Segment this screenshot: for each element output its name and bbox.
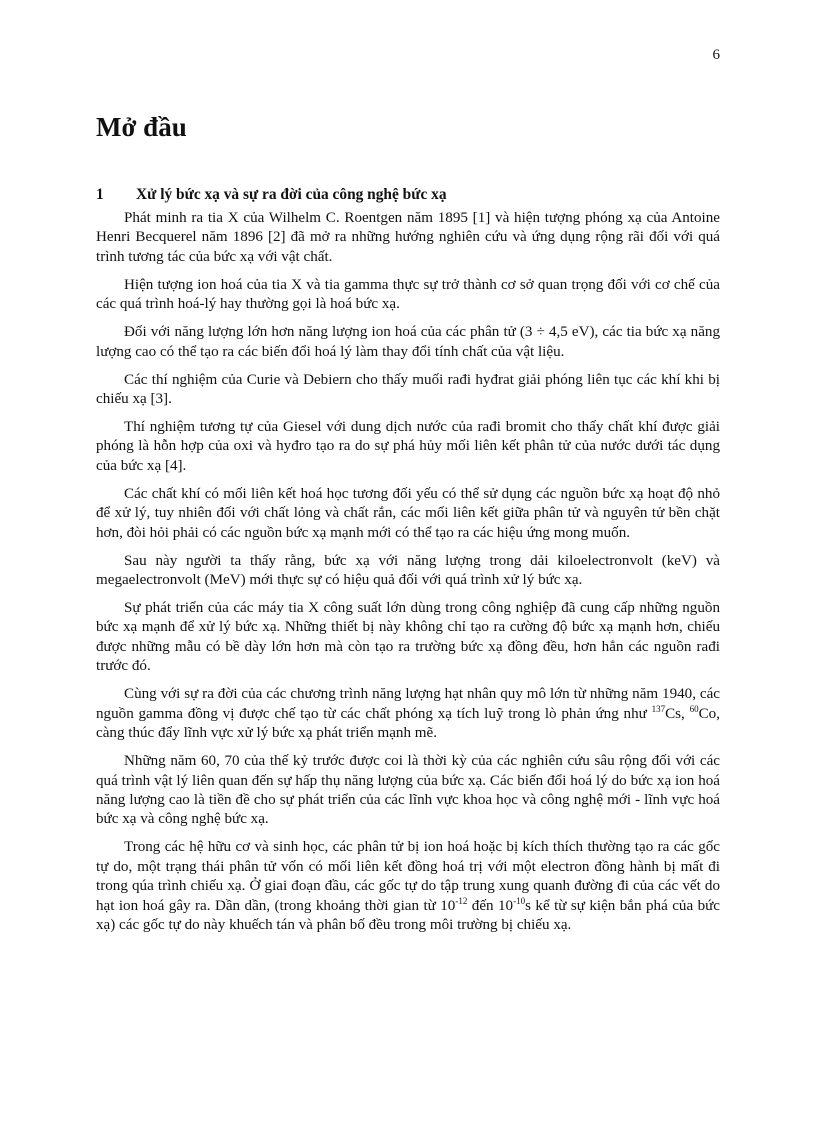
paragraph-6: Các chất khí có mối liên kết hoá học tương đối yếu có thể sử dụng các nguồn bức xạ hoạt độ nhỏ để xử lý, tuy nhiên đối với chất lỏng và chất rắn, các mối liên kết giữa phân tử và nguyên tử bền chặt hơn, đòi hỏi phải có các nguồn bức xạ mạnh mới có thể tạo ra các hiệu ứng mong muốn. (96, 485, 720, 541)
section-title: Xử lý bức xạ và sự ra đời của công nghệ bức xạ (136, 186, 447, 203)
paragraph-11-text-a: Trong các hệ hữu cơ và sinh học, các phân tử bị ion hoá hoặc bị kích thích thường tạo ra các gốc tự do, một trạng thái phân tử vốn có mối liên kết đồng hoá trị với một electron đồng hành bị mất đi trong qúa trình chiếu xạ. Ở giai đoạn đầu, các gốc tự do tập trung xung quanh đường đi của các vết do hạt ion hoá gây ra. Dần dần, (trong khoảng thời gian từ 10 (96, 839, 720, 914)
section-heading (96, 186, 447, 204)
paragraph-7: Sau này người ta thấy rằng, bức xạ với năng lượng trong dải kiloelectronvolt (keV) và megaelectronvolt (MeV) mới thực sự có hiệu quả đối với quá trình xử lý bức xạ. (96, 552, 720, 589)
paragraph-11-text-c: s kể từ sự kiện bắn phá của bức xạ) các gốc tự do này khuếch tán và phân bố đều trong môi trường bị chiếu xạ. (96, 897, 721, 933)
paragraph-4: Các thí nghiệm của Curie và Debiern cho thấy muối rađi hyđrat giải phóng liên tục các khí khi bị chiếu xạ [3]. (96, 371, 720, 408)
paragraph-11 (96, 838, 720, 935)
chapter-title: Mở đầu (96, 112, 187, 142)
paragraph-9-text-b: Cs, (665, 705, 690, 722)
paragraph-9-text-c: Co, càng thúc đẩy lĩnh vực xử lý bức xạ phát triển mạnh mẽ. (96, 705, 720, 742)
paragraph-9 (96, 685, 720, 743)
paragraph-9-text-a: Cùng với sự ra đời của các chương trình năng lượng hạt nhân quy mô lớn từ những năm 1940, các nguồn gamma đồng vị được chế tạo từ các chất phóng xạ tích luỹ trong lò phản ứng như (96, 686, 720, 722)
superscript-co-mass: 60 (689, 703, 699, 714)
body-text (96, 209, 720, 944)
superscript-exponent-2: -10 (513, 895, 526, 906)
paragraph-11-text-b: đến 10 (467, 897, 514, 914)
paragraph-5: Thí nghiệm tương tự của Giesel với dung dịch nước của rađi bromit cho thấy chất khí được giải phóng là hỗn hợp của oxi và hyđro tạo ra do sự phá hủy mối liên kết phân tử của nước dưới tác dụng của bức xạ [4]. (96, 419, 720, 474)
section-number: 1 (96, 186, 104, 203)
paragraph-3: Đối với năng lượng lớn hơn năng lượng ion hoá của các phân tử (3 ÷ 4,5 eV), các tia bức xạ năng lượng cao có thể tạo ra các biến đổi hoá lý làm thay đổi tính chất của vật liệu. (96, 324, 720, 360)
superscript-cs-mass: 137 (651, 703, 666, 714)
paragraph-1: Phát minh ra tia X của Wilhelm C. Roentgen năm 1895 [1] và hiện tượng phóng xạ của Antoine Henri Becquerel năm 1896 [2] đã mở ra những hướng nghiên cứu và ứng dụng rộng rãi đối với quá trình tương tác của bức xạ với vật chất. (96, 210, 720, 265)
page-number: 6 (712, 47, 720, 63)
paragraph-10: Những năm 60, 70 của thế kỷ trước được coi là thời kỳ của các nghiên cứu sâu rộng đối với các quá trình vật lý liên quan đến sự hấp thụ năng lượng của bức xạ. Các biến đổi hoá lý do bức xạ ion hoá năng lượng cao là tiền đề cho sự phát triển của các lĩnh vực khoa học và công nghệ mới - lĩnh vực hoá bức xạ và công nghệ bức xạ. (96, 753, 720, 828)
superscript-exponent-1: -12 (455, 895, 468, 906)
paragraph-2: Hiện tượng ion hoá của tia X và tia gamma thực sự trở thành cơ sở quan trọng đối với cơ chế của các quá trình hoá-lý hay thường gọi là hoá bức xạ. (96, 276, 720, 313)
paragraph-8: Sự phát triển của các máy tia X công suất lớn dùng trong công nghiệp đã cung cấp những nguồn bức xạ mạnh để xử lý bức xạ. Những thiết bị này không chỉ tạo ra cường độ bức xạ mạnh hơn, chiếu được những mẫu có bề dày lớn hơn mà còn tạo ra trường bức xạ đồng đều, hơn hẳn các nguồn rađi trước đó. (96, 600, 720, 675)
